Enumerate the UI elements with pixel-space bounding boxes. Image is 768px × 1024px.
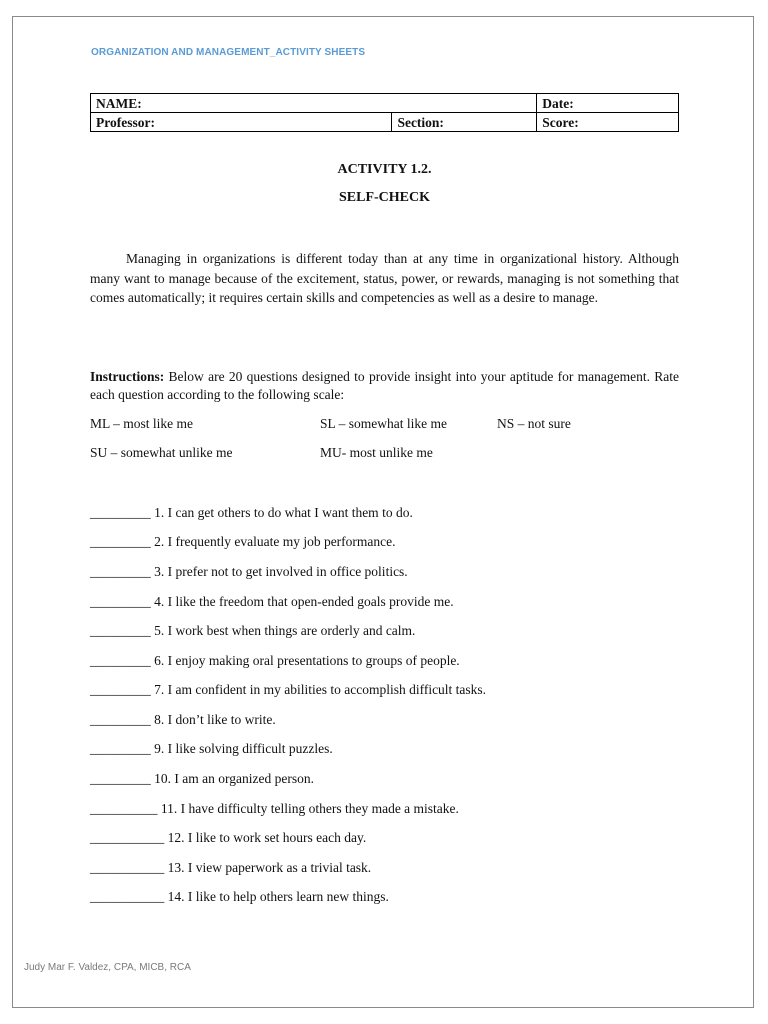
page-header: ORGANIZATION AND MANAGEMENT_ACTIVITY SHEETS: [91, 47, 366, 58]
instructions-label: Instructions:: [90, 369, 165, 384]
page-footer: Judy Mar F. Valdez, CPA, MICB, RCA: [24, 962, 191, 973]
question-item: _________ 9. I like solving difficult puzzles.: [90, 741, 333, 756]
scale-ml: ML – most like me: [90, 416, 193, 431]
name-field: NAME:: [91, 94, 537, 113]
question-item: ___________ 13. I view paperwork as a trivial task.: [90, 860, 372, 875]
question-item: ___________ 12. I like to work set hours each day.: [90, 830, 367, 845]
scale-ns: NS – not sure: [497, 416, 571, 431]
question-item: _________ 7. I am confident in my abilities to accomplish difficult tasks.: [90, 682, 487, 697]
section-field: Section:: [392, 113, 537, 132]
student-info-table: [90, 93, 679, 132]
question-item: _________ 1. I can get others to do what I want them to do.: [90, 505, 413, 520]
question-item: _________ 6. I enjoy making oral presentations to groups of people.: [90, 653, 460, 668]
scale-su: SU – somewhat unlike me: [90, 445, 233, 460]
scale-sl: SL – somewhat like me: [320, 416, 447, 431]
question-item: _________ 10. I am an organized person.: [90, 771, 314, 786]
question-item: __________ 11. I have difficulty telling others they made a mistake.: [90, 801, 459, 816]
professor-field: Professor:: [91, 113, 392, 132]
question-item: _________ 8. I don’t like to write.: [90, 712, 276, 727]
intro-paragraph: Managing in organizations is different today than at any time in organizational history. Although many want to manage because of the excitement, status, power, or rewards, managing is not something that comes automatically; it requires certain skills and competencies as well as a desire to manage.: [90, 251, 679, 306]
question-item: _________ 3. I prefer not to get involved in office politics.: [90, 564, 408, 579]
question-item: _________ 2. I frequently evaluate my job performance.: [90, 534, 396, 549]
scale-mu: MU- most unlike me: [320, 445, 433, 460]
instructions-paragraph: [90, 368, 679, 403]
date-field: Date:: [537, 94, 679, 113]
score-field: Score:: [537, 113, 679, 132]
question-item: ___________ 14. I like to help others learn new things.: [90, 889, 389, 904]
question-item: _________ 5. I work best when things are orderly and calm.: [90, 623, 416, 638]
activity-title: ACTIVITY 1.2.: [337, 162, 432, 177]
activity-subtitle: SELF-CHECK: [338, 190, 430, 205]
question-item: _________ 4. I like the freedom that open-ended goals provide me.: [90, 594, 454, 609]
instructions-text: Below are 20 questions designed to provide insight into your aptitude for management. Rate each question according to the following scale:: [90, 369, 679, 402]
